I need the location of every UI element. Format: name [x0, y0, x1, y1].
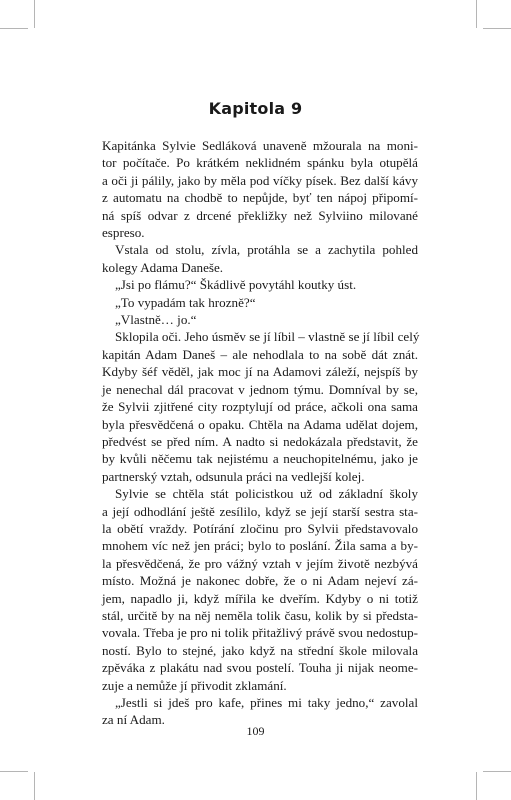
crop-mark-top-right-horizontal	[483, 28, 511, 29]
text-line: Kapitánka Sylvie Sedláková unaveně mžourala na moni-	[102, 138, 418, 153]
text-line: že Sylvii zjitřené city rozptylují od práce, ačkoli ona sama	[102, 399, 418, 415]
text-line: místo. Možná je nakonec dobře, že o ni Adam nejeví zá-	[102, 573, 418, 589]
crop-mark-top-right-vertical	[476, 0, 477, 28]
crop-mark-top-left-vertical	[34, 0, 35, 28]
text-line: Vstala od stolu, zívla, protáhla se a zachytila pohled	[115, 242, 418, 258]
text-line: „Vlastně… jo.“	[115, 312, 197, 328]
crop-mark-bottom-right-vertical	[476, 772, 477, 800]
text-line: ností. Bylo to stejné, jako když na střední škole milovala	[102, 642, 418, 658]
text-line: tor počítače. Po krátkém neklidném spánku byla otupělá	[102, 155, 418, 171]
chapter-title: Kapitola 9	[208, 99, 303, 118]
crop-mark-bottom-left-horizontal	[0, 771, 28, 772]
crop-mark-bottom-left-vertical	[34, 772, 35, 800]
text-line: stál, určitě by na něj neměla tolik času, kolik by si předsta-	[102, 607, 418, 623]
text-line: la obětí vraždy. Potírání zločinu pro Sylvii představovalo	[102, 520, 418, 536]
text-line: „Jestli si jdeš pro kafe, přines mi taky jedno,“ zavolal	[115, 695, 418, 710]
text-line: espreso.	[102, 225, 145, 241]
text-line: a její odhodlání ještě zesílilo, když se její starší sestra sta-	[102, 503, 418, 519]
text-line: byla přesvědčená o opaku. Chtěla na Adama udělat dojem,	[102, 416, 418, 432]
text-line: Sklopila oči. Jeho úsměv se jí líbil – vlastně se jí líbil celý	[115, 329, 420, 345]
text-line: partnerský vztah, odsunula práci na vedlejší kolej.	[102, 468, 365, 484]
text-line: jem, napadlo ji, když mířila ke dveřím. Kdyby o ni totiž	[102, 590, 418, 606]
crop-mark-top-left-horizontal	[0, 28, 28, 29]
text-line: by kvůli něčemu tak nejistému a neuchopitelnému, jako je	[102, 451, 418, 467]
text-line: zpěváka z plakátu nad svou postelí. Touha ji nijak neome-	[102, 660, 418, 676]
text-line: Sylvie se chtěla stát policistkou už od základní školy	[115, 486, 418, 502]
text-line: ná spíš odvar z drcené překližky než Sylviino milované	[102, 207, 418, 223]
text-line: „To vypadám tak hrozně?“	[115, 294, 256, 310]
text-line: kapitán Adam Daneš – ale nehodlala to na sobě dát znát.	[102, 346, 418, 362]
text-line: „Jsi po flámu?“ Škádlivě povytáhl koutky úst.	[115, 277, 357, 293]
text-line: vovala. Třeba je pro ni tolik přitažlivý právě svou nedostup-	[102, 625, 418, 641]
text-line: je nenechal dál pracovat v jednom týmu. Domníval by se,	[102, 381, 418, 397]
text-line: mnohem víc než jen práci; bylo to poslání. Žila sama a by-	[102, 538, 418, 554]
text-line: zuje a nemůže jí přivodit zklamání.	[102, 677, 287, 693]
text-line: z automatu na chodbě to nepůjde, byť ten nápoj připomí-	[102, 190, 418, 206]
text-line: za ní Adam.	[102, 712, 165, 728]
body-text	[102, 137, 418, 729]
text-line: a oči ji pálily, jako by měla pod víčky písek. Bez další kávy	[102, 172, 418, 188]
page-number: 109	[246, 724, 265, 738]
crop-mark-bottom-right-horizontal	[483, 771, 511, 772]
text-line: předvést se před ním. A nadto si nedokázala představit, že	[102, 433, 418, 449]
text-line: la přesvědčená, že pro vážný vztah v jejím životě nezbývá	[102, 555, 418, 571]
text-line: Kdyby šéf věděl, jak moc jí na Adamovi záleží, nejspíš by	[102, 364, 418, 380]
text-line: kolegy Adama Daneše.	[102, 259, 224, 275]
